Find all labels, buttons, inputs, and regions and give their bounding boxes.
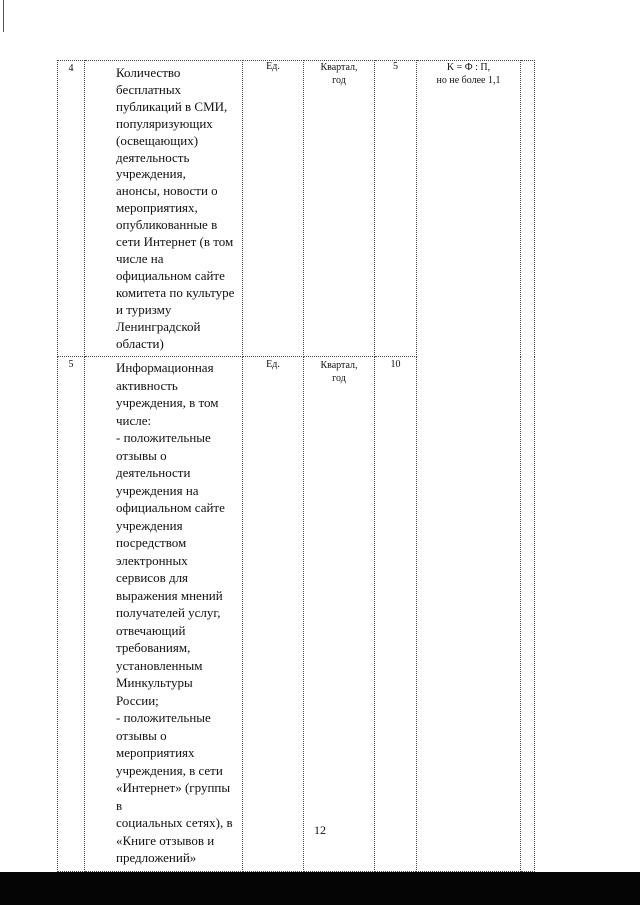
value-cell: 10 — [375, 357, 417, 872]
indicator-table — [57, 60, 535, 872]
table-row — [58, 61, 535, 357]
row-number: 4 — [58, 61, 85, 357]
unit-cell: Ед. — [243, 61, 304, 357]
value-cell: 5 — [375, 61, 417, 357]
scan-edge-mark — [3, 0, 4, 32]
row-number: 5 — [58, 357, 85, 872]
period-text: Квартал, год — [320, 360, 358, 385]
indicator-name: Информационная активность учреждения, в том числе: - положительные отзывы о деятельности учреждения на официальном сайте учреждения посредством электронных сервисов для выражения мнений получателей услуг, отвечающий требованиям, установленным Минкультуры России; - положительные отзывы о мероприятиях учреждения, в сети «Интернет» (группы в социальных сетях), в «Книге отзывов и предложений» — [116, 360, 233, 866]
period-text: Квартал, год — [320, 62, 358, 86]
period-cell — [304, 61, 375, 357]
page-number: 12 — [314, 823, 326, 837]
formula-text: K = Ф : П, но не более 1,1 — [436, 62, 501, 86]
scan-bottom-bar — [0, 872, 640, 905]
indicator-name: Количество бесплатных публикаций в СМИ, популяризующих (освещающих) деятельность учреждения, анонсы, новости о мероприятиях, опубликованные в сети Интернет (в том числе на официальном сайте комитета по культуре и туризму Ленинградской области) — [116, 65, 235, 351]
empty-cell — [521, 61, 535, 872]
indicator-name-cell — [85, 61, 243, 357]
formula-cell — [417, 61, 521, 872]
period-cell — [304, 357, 375, 872]
unit-cell: Ед. — [243, 357, 304, 872]
indicator-name-cell — [85, 357, 243, 872]
